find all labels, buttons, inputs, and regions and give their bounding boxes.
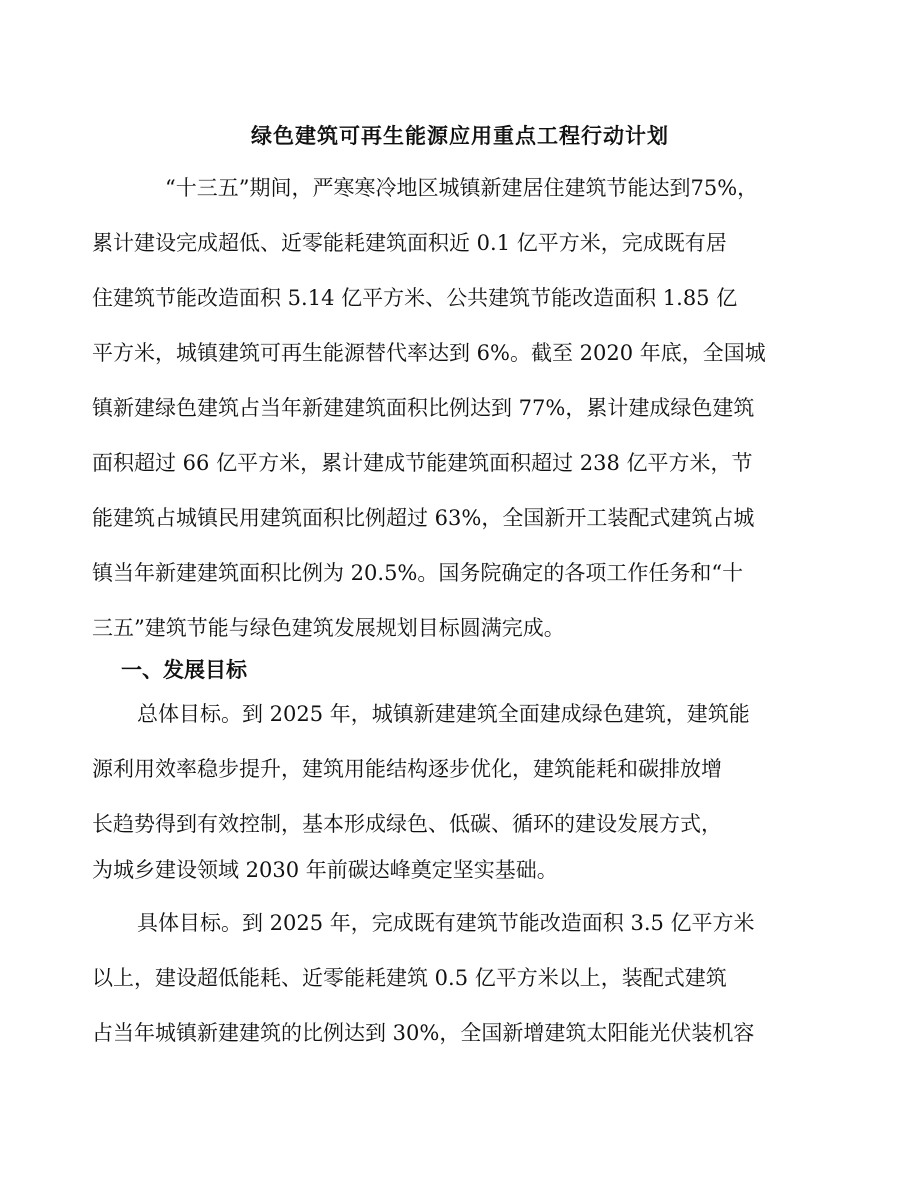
paragraph-1-line-3: 住建筑节能改造面积 5.14 亿平方米、公共建筑节能改造面积 1.85 亿 <box>92 286 738 310</box>
paragraph-1-line-8: 镇当年新建建筑面积比例为 20.5%。国务院确定的各项工作任务和“十 <box>92 561 744 585</box>
paragraph-1-line-5: 镇新建绿色建筑占当年新建建筑面积比例达到 77%，累计建成绿色建筑 <box>92 396 755 420</box>
paragraph-1-line-7: 能建筑占城镇民用建筑面积比例超过 63%，全国新开工装配式建筑占城 <box>92 506 755 530</box>
paragraph-1-line-2: 累计建设完成超低、近零能耗建筑面积近 0.1 亿平方米，完成既有居 <box>92 231 727 255</box>
paragraph-1-line-9: 三五”建筑节能与绿色建筑发展规划目标圆满完成。 <box>92 616 565 640</box>
paragraph-3-line-2: 以上，建设超低能耗、近零能耗建筑 0.5 亿平方米以上，装配式建筑 <box>92 966 727 990</box>
paragraph-2-line-2: 源利用效率稳步提升，建筑用能结构逐步优化，建筑能耗和碳排放增 <box>92 757 722 781</box>
paragraph-3-line-1: 具体目标。到 2025 年，完成既有建筑节能改造面积 3.5 亿平方米 <box>137 911 755 935</box>
paragraph-1-line-6: 面积超过 66 亿平方米，累计建成节能建筑面积超过 238 亿平方米，节 <box>92 451 753 475</box>
paragraph-3-line-3: 占当年城镇新建建筑的比例达到 30%，全国新增建筑太阳能光伏装机容 <box>92 1021 755 1045</box>
paragraph-2-line-3: 长趋势得到有效控制，基本形成绿色、低碳、循环的建设发展方式， <box>92 812 722 836</box>
section-heading: 一、发展目标 <box>121 657 247 682</box>
paragraph-1-line-1: “十三五”期间，严寒寒冷地区城镇新建居住建筑节能达到75%， <box>165 176 759 200</box>
paragraph-1-line-4: 平方米，城镇建筑可再生能源替代率达到 6%。截至 2020 年底，全国城 <box>92 341 766 365</box>
paragraph-2-line-1: 总体目标。到 2025 年，城镇新建建筑全面建成绿色建筑，建筑能 <box>137 702 750 726</box>
document-title: 绿色建筑可再生能源应用重点工程行动计划 <box>251 123 669 148</box>
paragraph-2-line-4: 为城乡建设领域 2030 年前碳达峰奠定坚实基础。 <box>92 858 558 882</box>
